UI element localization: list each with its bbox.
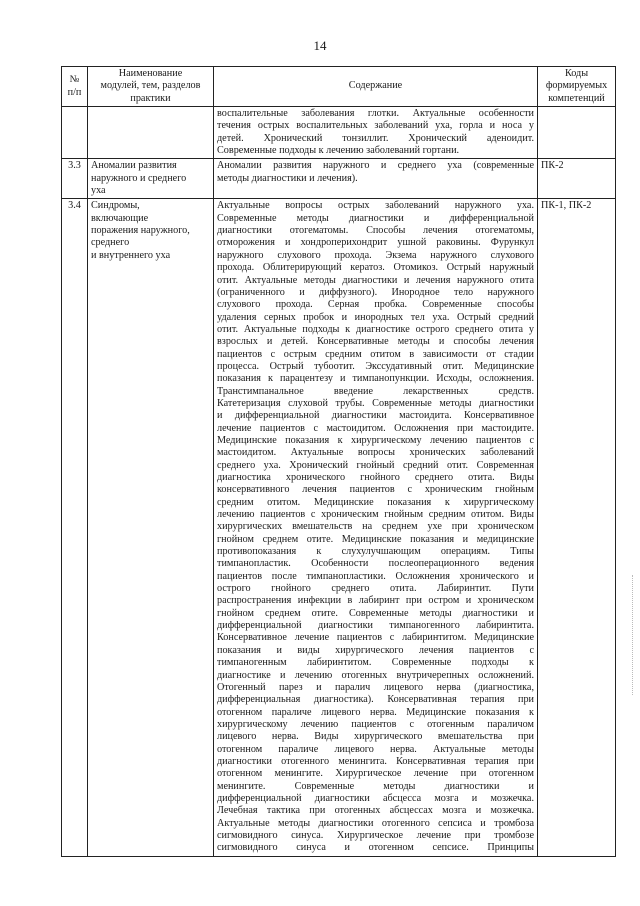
content-line: прохода. Облитерирующий кератоз. Отомикоз. Острый наружный bbox=[217, 262, 534, 274]
content-line: Актуальные методы диагностики отогенного сепсиса и тромбоза bbox=[217, 817, 534, 829]
content-line: Аномалии развития наружного и среднего уха (современные bbox=[217, 160, 534, 172]
header-codes bbox=[538, 67, 616, 107]
content-line: отморожения и хондроперихондрит ушной раковины. Фурункул bbox=[217, 237, 534, 249]
row-name-line: поражения наружного, bbox=[91, 225, 190, 237]
content-line: Транстимпанальное введение лекарственных средств. bbox=[217, 385, 534, 397]
content-line: хирургических вмешательств на среднем ухе при хроническом bbox=[217, 521, 534, 533]
content-line: показания и виды хирургического лечения пациентов с bbox=[217, 644, 534, 656]
header-num-line: п/п bbox=[67, 86, 82, 98]
content-line: Консервативное лечение пациентов с лабиринтитом. Медицинские bbox=[217, 632, 534, 644]
content-line: процесса. Острый тубоотит. Экссудативный отит. Медицинские bbox=[217, 360, 534, 372]
content-line: Актуальные вопросы острых заболеваний наружного уха. bbox=[217, 200, 534, 212]
content-line: дифференциальная диагностика). Консервативная терапия при bbox=[217, 694, 534, 706]
content-line: среднего уха. Хронический гнойный средний отит. Современная bbox=[217, 459, 534, 471]
content-line: пациентов после тимпанопластики. Осложнения хронического и bbox=[217, 570, 534, 582]
row-codes bbox=[538, 107, 616, 159]
content-line: сигмовидного синуса и отогенном сепсисе. Принципы bbox=[217, 842, 534, 854]
content-line: острого гнойного среднего отита. Лабиринтит. Пути bbox=[217, 583, 534, 595]
content-line: мастоидитом. Актуальные вопросы хронических заболеваний bbox=[217, 447, 534, 459]
content-line: Лечебная тактика при отогенных абсцессах мозга и мозжечка. bbox=[217, 805, 534, 817]
content-line: лицевого нерва. Виды хирургического вмешательства при bbox=[217, 731, 534, 743]
content-line: пациентов с острым средним отитом в зависимости от стадии bbox=[217, 348, 534, 360]
table-header-row bbox=[62, 67, 616, 107]
table-row bbox=[62, 107, 616, 159]
row-num: 3.4 bbox=[62, 199, 88, 856]
content-line: Медицинские показания к хирургическому лечению пациентов с bbox=[217, 434, 534, 446]
row-num bbox=[62, 107, 88, 159]
header-num-line: № bbox=[69, 74, 80, 86]
content-line: (ограниченного и диффузного). Инородное тело наружного bbox=[217, 286, 534, 298]
scan-edge-marks bbox=[632, 575, 636, 695]
row-name bbox=[88, 159, 214, 199]
content-line: сигмовидного синуса. Хирургическое лечение при тромбозе bbox=[217, 829, 534, 841]
content-line: и дифференциальной диагностики мастоидита. Консервативное bbox=[217, 410, 534, 422]
content-line: отит. Актуальные методы диагностики и лечения наружного отита bbox=[217, 274, 534, 286]
row-codes: ПК-2 bbox=[538, 159, 616, 199]
content-line: распространения инфекции в лабиринт при остром и хроническом bbox=[217, 595, 534, 607]
content-line: Отогенный парез и паралич лицевого нерва (диагностика, bbox=[217, 681, 534, 693]
content-line: гнойном среднем отите. Современные методы диагностики и bbox=[217, 607, 534, 619]
content-line: Современные методы диагностики и дифференциальной bbox=[217, 212, 534, 224]
row-name-line: Аномалии развития bbox=[91, 160, 177, 172]
content-line: диагностика хронического гнойного среднего отита. Виды bbox=[217, 472, 534, 483]
content-line: гнойном среднем отите. Медицинские показания и медицинские bbox=[217, 533, 534, 545]
content-line: наружного слухового прохода. Экзема наружного слухового bbox=[217, 249, 534, 261]
curriculum-table bbox=[61, 66, 616, 857]
row-name-line: включающие bbox=[91, 212, 149, 224]
content-line: отогенном менингите. Хирургическое лечение при отогенном bbox=[217, 768, 534, 780]
content-line: тимпаногенным лабиринтитом. Современные подходы к bbox=[217, 657, 534, 669]
row-name-line: и внутреннего уха bbox=[91, 249, 171, 261]
content-line: детей. Хронический тонзиллит. Хронический аденоидит. bbox=[217, 132, 534, 144]
content-line: лечение пациентов с мастоидитом. Осложнения при мастоидите. bbox=[217, 422, 534, 434]
content-line: воспалительные заболевания глотки. Актуальные особенности bbox=[217, 108, 534, 120]
table-row bbox=[62, 199, 616, 856]
header-name-line: модулей, тем, разделов bbox=[100, 80, 201, 92]
row-name bbox=[88, 107, 214, 159]
header-name bbox=[88, 67, 214, 107]
content-line: отит. Актуальные подходы к диагностике острого среднего отита у bbox=[217, 323, 534, 335]
header-name-line: Наименование bbox=[118, 68, 183, 79]
header-codes-line: компетенций bbox=[548, 92, 605, 104]
row-content bbox=[214, 199, 538, 856]
content-line: показания к парацентезу и тимпанопункции. Исходы, осложнения. bbox=[217, 373, 534, 385]
content-line: взрослых и детей. Консервативные методы и способы лечения bbox=[217, 336, 534, 348]
content-line: диагностики отогематомы. Способы лечения отогематомы, bbox=[217, 225, 534, 237]
content-line: средним отитом. Медицинские показания к хирургическому bbox=[217, 496, 534, 508]
content-line: методы диагностики и лечения). bbox=[217, 172, 358, 184]
content-line: противопоказания к слухулучшающим операциям. Типы bbox=[217, 546, 534, 558]
content-line: диагностики отогенного менингита. Консервативная терапия при bbox=[217, 755, 534, 767]
content-line: течения острых воспалительных заболеваний уха, горла и носа у bbox=[217, 120, 534, 132]
row-name-line: Синдромы, bbox=[91, 200, 140, 212]
content-line: дифференциальной диагностики тимпаногенного лабиринтита. bbox=[217, 620, 534, 632]
header-codes-line: формируемых bbox=[545, 80, 608, 92]
header-num bbox=[62, 67, 88, 107]
content-line: слухового прохода. Серная пробка. Современные способы bbox=[217, 299, 534, 311]
header-content: Содержание bbox=[214, 67, 538, 107]
page-number: 14 bbox=[313, 38, 327, 53]
row-content bbox=[214, 159, 538, 199]
content-line: отогенном параличе лицевого нерва. Медицинские показания к bbox=[217, 706, 534, 718]
content-line: Катетеризация слуховой трубы. Современные методы диагностики bbox=[217, 397, 534, 409]
content-line: диагностике и лечению отогенных внутричерепных осложнений. bbox=[217, 669, 534, 681]
content-line: Современные подходы к лечению заболеваний гортани. bbox=[217, 145, 460, 157]
content-line: тимпанопластик. Особенности послеоперационного ведения bbox=[217, 558, 534, 570]
header-codes-line: Коды bbox=[564, 68, 589, 79]
row-content bbox=[214, 107, 538, 159]
row-name bbox=[88, 199, 214, 856]
row-name-line: уха bbox=[91, 185, 106, 197]
content-line: консервативного лечения пациентов с хроническим гнойным bbox=[217, 484, 534, 496]
table-row bbox=[62, 159, 616, 199]
content-line: отогенном параличе лицевого нерва. Актуальные методы bbox=[217, 743, 534, 755]
row-num: 3.3 bbox=[62, 159, 88, 199]
header-name-line: практики bbox=[130, 92, 171, 104]
row-name-line: среднего bbox=[91, 237, 130, 249]
row-name-line: наружного и среднего bbox=[91, 172, 187, 184]
content-line: лечению пациентов с хроническим гнойным средним отитом. Виды bbox=[217, 509, 534, 521]
content-line: удаления серных пробок и инородных тел уха. Острый средний bbox=[217, 311, 534, 323]
content-line: хирургическому лечению пациентов с отогенным параличом bbox=[217, 718, 534, 730]
content-line: менингите. Современные методы диагностики и bbox=[217, 780, 534, 792]
content-line: дифференциальной диагностики абсцесса мозга и мозжечка. bbox=[217, 792, 534, 804]
row-codes: ПК-1, ПК-2 bbox=[538, 199, 616, 856]
